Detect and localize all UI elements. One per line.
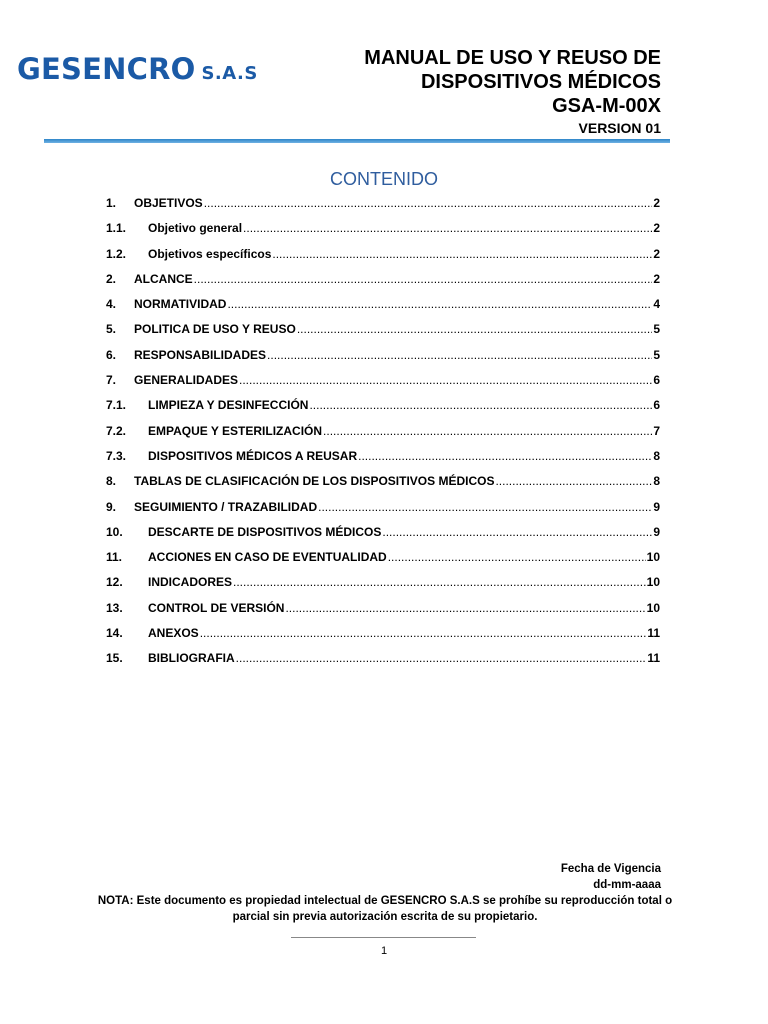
toc-entry[interactable] <box>106 317 660 342</box>
toc-entry[interactable] <box>106 267 660 292</box>
toc-entry[interactable] <box>106 216 660 241</box>
toc-entry[interactable] <box>106 596 660 621</box>
toc-entry-line <box>134 368 660 393</box>
toc-dot-leader <box>200 621 647 646</box>
page-number: 1 <box>380 945 388 957</box>
toc-entry-page: 9 <box>653 524 660 539</box>
toc-entry[interactable] <box>106 444 660 469</box>
toc-entry-page: 6 <box>653 398 660 413</box>
toc-entry[interactable] <box>106 520 660 545</box>
toc-entry[interactable] <box>106 545 660 570</box>
toc-entry-title: BIBLIOGRAFIA <box>148 651 235 666</box>
toc-entry-number: 7.1. <box>106 398 127 413</box>
toc-dot-leader <box>243 216 652 241</box>
toc-dot-leader <box>495 469 652 494</box>
title-line-1: MANUAL DE USO Y REUSO DE <box>364 47 661 69</box>
toc-dot-leader <box>236 646 647 671</box>
toc-entry-number: 2. <box>106 271 117 286</box>
toc-entry-number: 12. <box>106 575 123 590</box>
toc-entry-number: 1. <box>106 196 117 210</box>
toc-entry-number: 6. <box>106 347 117 362</box>
toc-entry-title: ACCIONES EN CASO DE EVENTUALIDAD <box>148 550 387 565</box>
title-line-2: DISPOSITIVOS MÉDICOS <box>420 71 661 93</box>
toc-entry-number: 5. <box>106 322 117 337</box>
toc-entry[interactable] <box>106 368 660 393</box>
toc-entry-number: 8. <box>106 474 117 489</box>
toc-entry-number: 7.2. <box>106 423 127 438</box>
toc-entry-line <box>134 292 660 317</box>
toc-entry-number: 1.2. <box>106 246 127 261</box>
toc-entry-line <box>148 545 660 570</box>
toc-entry[interactable] <box>106 469 660 494</box>
ownership-note-line-2: parcial sin previa autorización escrita de su propietario. <box>232 911 538 923</box>
toc-dot-leader <box>318 495 652 520</box>
document-code: GSA-M-00X <box>552 95 661 117</box>
toc-entry-title: INDICADORES <box>148 575 233 590</box>
table-of-contents <box>106 191 660 672</box>
toc-entry-title: LIMPIEZA Y DESINFECCIÓN <box>148 398 309 413</box>
toc-entry-title: Objetivo general <box>148 221 243 236</box>
toc-entry-line <box>134 343 660 368</box>
toc-entry-page: 2 <box>653 246 660 261</box>
toc-entry-line <box>134 317 660 342</box>
toc-entry-title: ALCANCE <box>134 271 193 286</box>
logo-name: GESENCRO <box>17 52 196 86</box>
toc-entry-page: 2 <box>653 221 660 236</box>
toc-entry-page: 9 <box>653 499 660 514</box>
toc-entry-number: 9. <box>106 499 117 514</box>
document-title <box>364 46 661 137</box>
toc-dot-leader <box>323 419 652 444</box>
toc-entry[interactable] <box>106 343 660 368</box>
ownership-note-line-1: NOTA: Este documento es propiedad intelectual de GESENCRO S.A.S se prohíbe su reproducción total o <box>97 895 673 907</box>
toc-entry-number: 7.3. <box>106 448 127 463</box>
toc-entry-number: 4. <box>106 297 117 312</box>
toc-dot-leader <box>204 191 653 216</box>
toc-entry-page: 10 <box>646 600 660 615</box>
toc-entry[interactable] <box>106 393 660 418</box>
toc-entry-page: 5 <box>653 347 660 362</box>
toc-entry-title: SEGUIMIENTO / TRAZABILIDAD <box>134 499 318 514</box>
toc-entry-line <box>134 469 660 494</box>
toc-entry-title: OBJETIVOS <box>134 196 203 210</box>
toc-dot-leader <box>382 520 652 545</box>
toc-dot-leader <box>297 317 653 342</box>
toc-entry-title: NORMATIVIDAD <box>134 297 227 312</box>
toc-entry[interactable] <box>106 570 660 595</box>
toc-entry-line <box>148 570 660 595</box>
toc-entry-line <box>134 267 660 292</box>
toc-entry-page: 8 <box>653 474 660 489</box>
toc-dot-leader <box>267 343 652 368</box>
toc-entry-line <box>148 393 660 418</box>
toc-entry-page: 7 <box>653 423 660 438</box>
toc-entry-number: 10. <box>106 524 123 539</box>
toc-entry-page: 2 <box>653 196 660 210</box>
toc-entry-page: 8 <box>653 448 660 463</box>
logo-suffix: S.A.S <box>201 63 258 84</box>
toc-entry-line <box>134 191 660 216</box>
toc-dot-leader <box>272 242 652 267</box>
toc-entry-line <box>148 444 660 469</box>
toc-entry-title: POLITICA DE USO Y REUSO <box>134 322 296 337</box>
toc-heading: CONTENIDO <box>330 169 438 189</box>
toc-dot-leader <box>388 545 646 570</box>
toc-entry-number: 14. <box>106 626 123 641</box>
toc-dot-leader <box>285 596 645 621</box>
effective-date <box>561 861 661 893</box>
toc-entry[interactable] <box>106 191 660 216</box>
toc-entry-page: 4 <box>653 297 660 312</box>
toc-entry-page: 11 <box>647 651 660 666</box>
toc-dot-leader <box>233 570 646 595</box>
header-divider <box>44 139 670 143</box>
toc-entry[interactable] <box>106 292 660 317</box>
toc-entry-number: 1.1. <box>106 221 127 236</box>
toc-entry-page: 10 <box>646 550 660 565</box>
toc-entry[interactable] <box>106 621 660 646</box>
toc-entry-page: 2 <box>653 271 660 286</box>
toc-entry-title: RESPONSABILIDADES <box>134 347 267 362</box>
toc-entry-number: 13. <box>106 600 123 615</box>
toc-dot-leader <box>239 368 652 393</box>
toc-entry[interactable] <box>106 419 660 444</box>
toc-dot-leader <box>358 444 652 469</box>
toc-entry-title: EMPAQUE Y ESTERILIZACIÓN <box>148 423 323 438</box>
toc-entry-page: 5 <box>653 322 660 337</box>
ownership-note <box>90 893 680 925</box>
toc-dot-leader <box>309 393 652 418</box>
toc-entry-line <box>148 242 660 267</box>
toc-entry-page: 6 <box>653 373 660 388</box>
toc-dot-leader <box>194 267 653 292</box>
toc-entry-title: TABLAS DE CLASIFICACIÓN DE LOS DISPOSITIVOS MÉDICOS <box>134 474 495 489</box>
toc-entry-title: DESCARTE DE DISPOSITIVOS MÉDICOS <box>148 524 382 539</box>
effective-date-label: Fecha de Vigencia <box>560 863 661 875</box>
toc-entry-title: ANEXOS <box>148 626 199 641</box>
toc-dot-leader <box>227 292 652 317</box>
toc-entry-line <box>148 419 660 444</box>
toc-entry-number: 11. <box>106 550 123 565</box>
toc-entry-title: DISPOSITIVOS MÉDICOS A REUSAR <box>148 448 358 463</box>
toc-entry-title: GENERALIDADES <box>134 373 239 388</box>
toc-entry-number: 15. <box>106 651 123 666</box>
company-logo <box>17 52 258 86</box>
toc-entry-page: 11 <box>647 626 660 641</box>
toc-entry-page: 10 <box>646 575 660 590</box>
toc-entry[interactable] <box>106 646 660 671</box>
effective-date-value: dd-mm-aaaa <box>593 879 661 891</box>
toc-entry-line <box>148 520 660 545</box>
document-version: VERSION 01 <box>578 120 661 136</box>
toc-entry-line <box>148 621 660 646</box>
toc-entry[interactable] <box>106 495 660 520</box>
toc-entry[interactable] <box>106 242 660 267</box>
toc-entry-title: CONTROL DE VERSIÓN <box>148 600 285 615</box>
toc-entry-line <box>148 216 660 241</box>
footer-divider <box>291 937 476 938</box>
toc-entry-line <box>148 596 660 621</box>
toc-entry-line <box>134 495 660 520</box>
toc-entry-number: 7. <box>106 373 117 388</box>
toc-entry-title: Objetivos específicos <box>148 246 272 261</box>
toc-entry-line <box>148 646 660 671</box>
